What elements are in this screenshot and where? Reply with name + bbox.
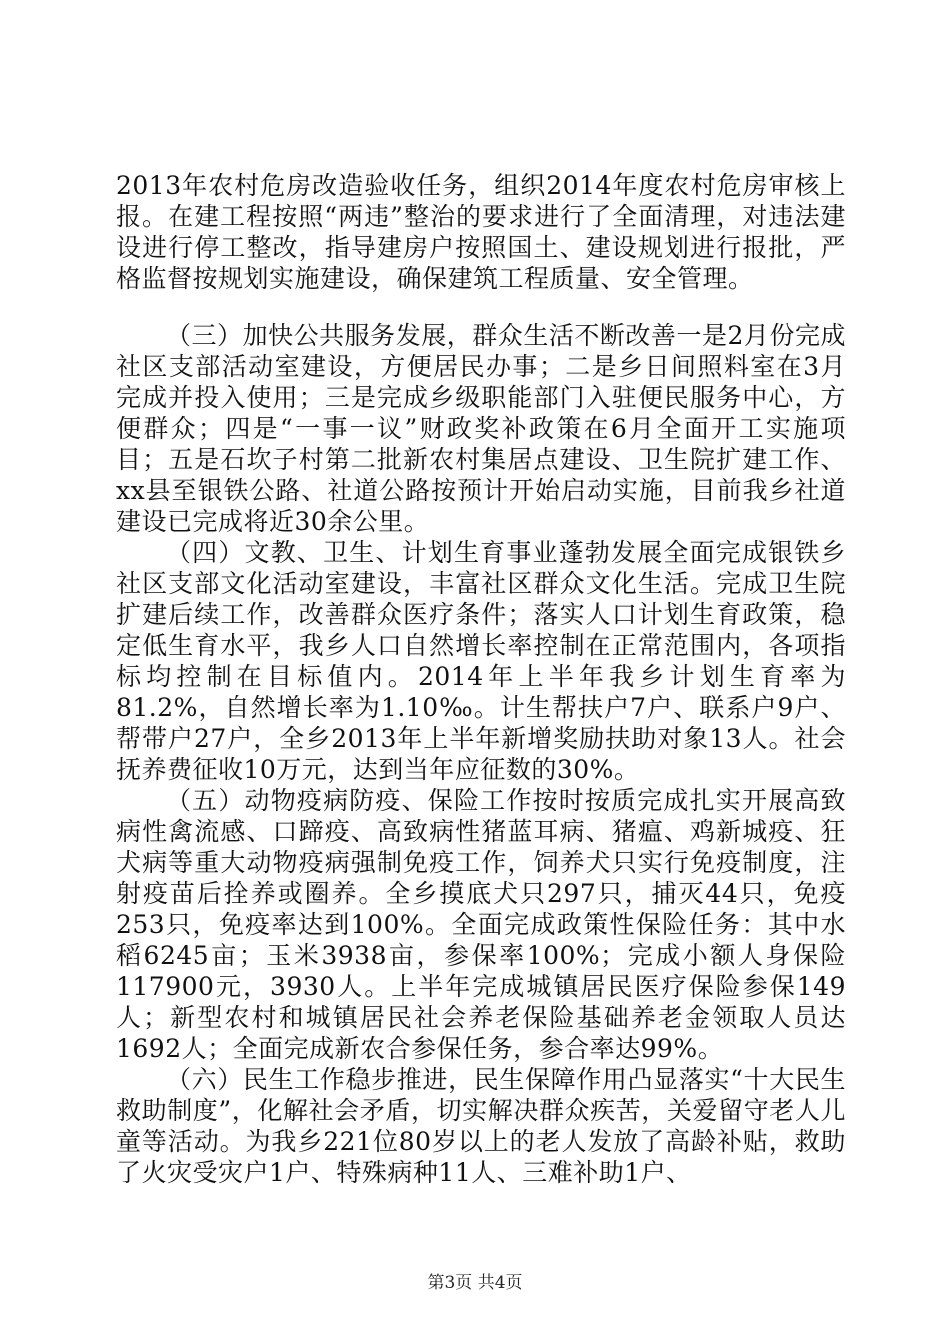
paragraph-section-5: （五）动物疫病防疫、保险工作按时按质完成扎实开展高致病性禽流感、口蹄疫、高致病性猪蓝耳病、猪瘟、鸡新城疫、狂犬病等重大动物疫病强制免疫工作，饲养犬只实行免疫制度，注射疫苗后拴养或圈养。全乡摸底犬只297只，捕灭44只，免疫253只，免疫率达到100%。全面完成政策性保险任务：其中水稻6245亩；玉米3938亩，参保率100%；完成小额人身保险117900元，3930人。上半年完成城镇居民医疗保险参保149人；新型农村和城镇居民社会养老保险基础养老金领取人员达1692人；全面完成新农合参保任务，参合率达99%。 [116, 786, 846, 1063]
paragraph-section-4: （四）文教、卫生、计划生育事业蓬勃发展全面完成银铁乡社区支部文化活动室建设，丰富社区群众文化生活。完成卫生院扩建后续工作，改善群众医疗条件；落实人口计划生育政策，稳定低生育水平，我乡人口自然增长率控制在正常范围内，各项指标均控制在目标值内。2014年上半年我乡计划生育率为81.2%，自然增长率为1.10‰。计生帮扶户7户、联系户9户、帮带户27户，全乡2013年上半年新增奖励扶助对象13人。社会抚养费征收10万元，达到当年应征数的30%。 [116, 538, 846, 784]
document-body [116, 170, 846, 1188]
paragraph-section-3: （三）加快公共服务发展，群众生活不断改善一是2月份完成社区支部活动室建设，方便居民办事；二是乡日间照料室在3月完成并投入使用；三是完成乡级职能部门入驻便民服务中心，方便群众；四是“一事一议”财政奖补政策在6月全面开工实施项目；五是石坎子村第二批新农村集居点建设、卫生院扩建工作、xx县至银铁公路、社道公路按预计开始启动实施，目前我乡社道建设已完成将近30余公里。 [116, 321, 846, 536]
paragraph-section-6: （六）民生工作稳步推进，民生保障作用凸显落实“十大民生救助制度”，化解社会矛盾，切实解决群众疾苦，关爱留守老人儿童等活动。为我乡221位80岁以上的老人发放了高龄补贴，救助了火灾受灾户1户、特殊病种11人、三难补助1户、 [116, 1065, 846, 1187]
paragraph-continuation: 2013年农村危房改造验收任务，组织2014年度农村危房审核上报。在建工程按照“两违”整治的要求进行了全面清理，对违法建设进行停工整改，指导建房户按照国土、建设规划进行报批，严格监督按规划实施建设，确保建筑工程质量、安全管理。 [116, 171, 846, 293]
paragraph-spacer [116, 294, 846, 320]
page-footer: 第3页 共4页 [427, 1273, 523, 1293]
